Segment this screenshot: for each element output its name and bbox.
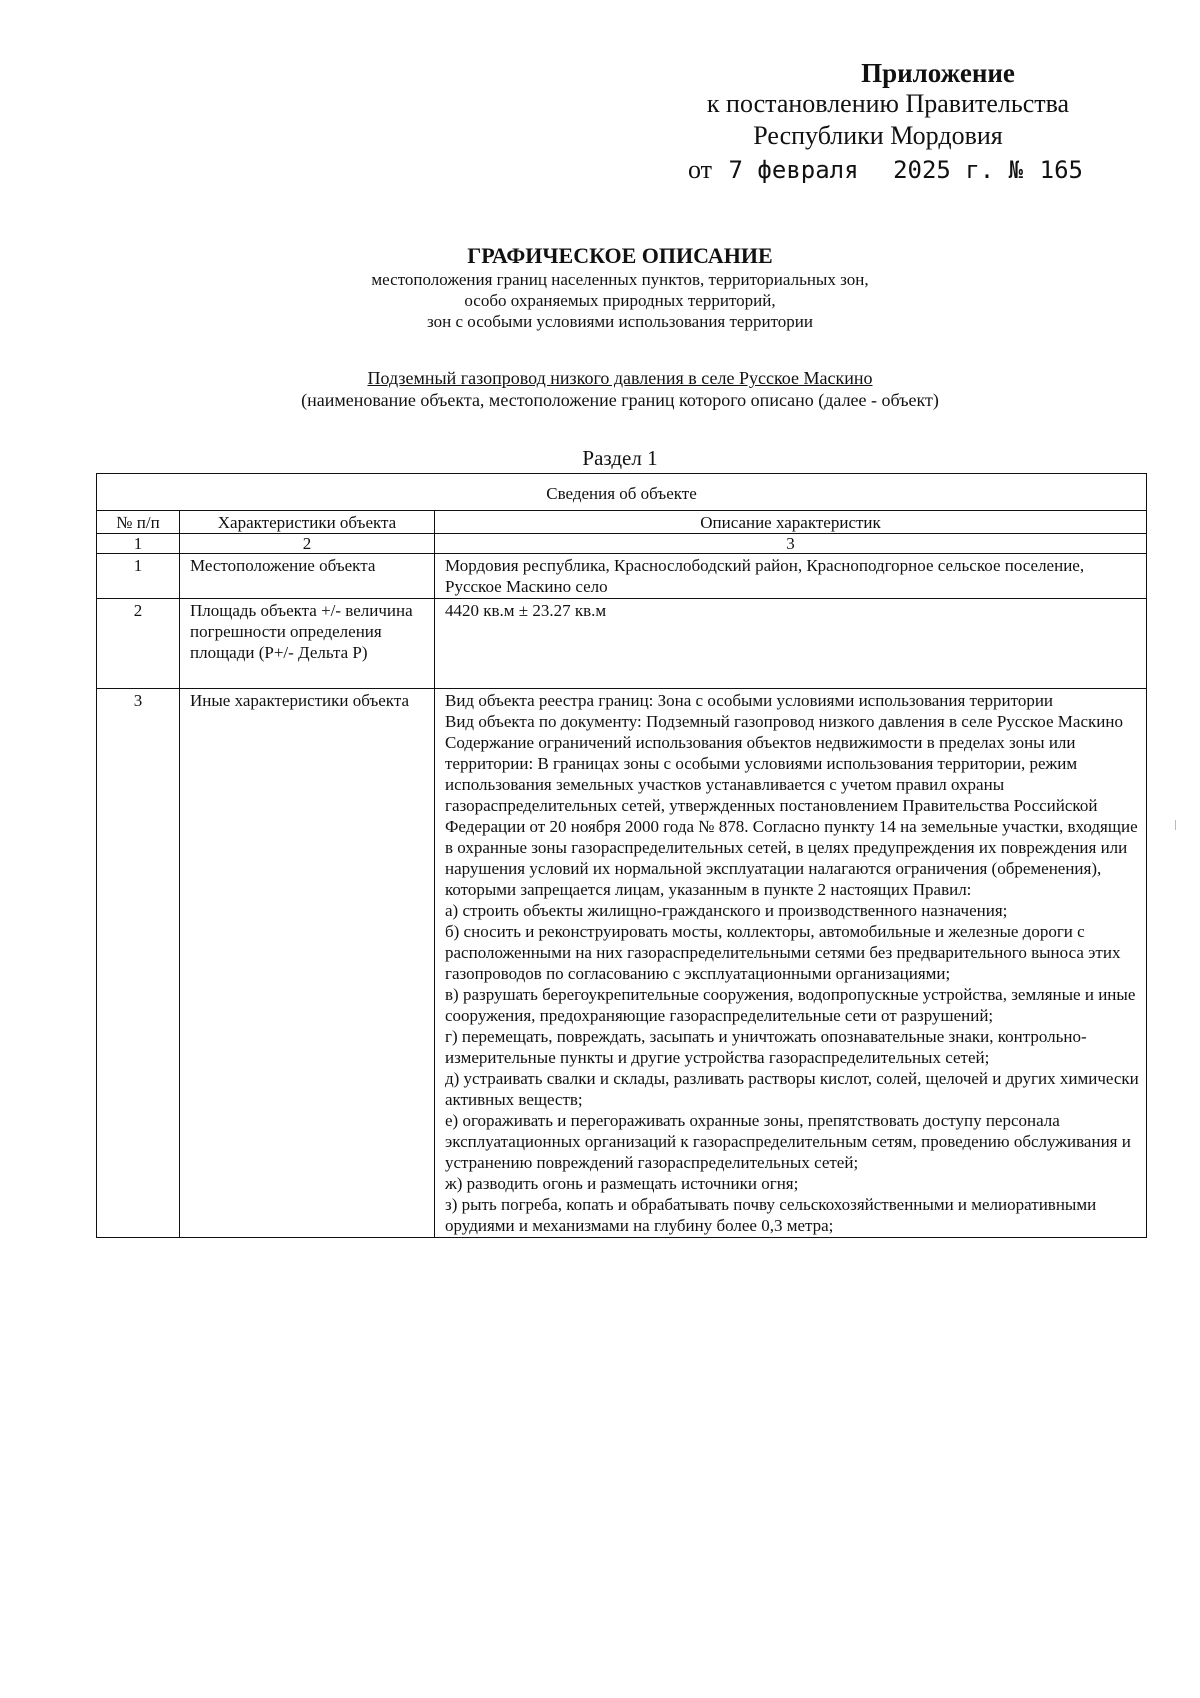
date-day-month: 7 февраля <box>728 156 859 184</box>
restriction-item: а) строить объекты жилищно-гражданского и производственного назначения; <box>445 901 1008 920</box>
column-number: 1 <box>97 534 180 554</box>
column-number-row <box>97 534 1147 554</box>
row-number: 1 <box>97 554 180 599</box>
decree-number: 165 <box>1039 156 1083 184</box>
description-paragraph: Вид объекта по документу: Подземный газопровод низкого давления в селе Русское Маскино <box>445 712 1123 731</box>
object-name-block <box>0 367 1200 411</box>
restriction-item: б) сносить и реконструировать мосты, коллекторы, автомобильные и железные дороги с расположенными на них газораспределительными сетями без предварительного выноса этих газопроводов по согласованию с эксплуатационными организациями; <box>445 922 1121 983</box>
restriction-item: з) рыть погреба, копать и обрабатывать почву сельскохозяйственными и мелиоративными орудиями и механизмами на глубину более 0,3 метра; <box>445 1195 1097 1235</box>
restriction-item: г) перемещать, повреждать, засыпать и уничтожать опознавательные знаки, контрольно-измерительные пункты и другие устройства газораспределительных сетей; <box>445 1027 1087 1067</box>
object-name: Подземный газопровод низкого давления в селе Русское Маскино <box>367 368 873 388</box>
document-heading <box>0 243 1200 332</box>
date-prefix: от <box>688 155 713 184</box>
section-title: Раздел 1 <box>582 446 658 470</box>
object-info-table <box>96 473 1147 1238</box>
scan-artifact <box>1175 820 1176 830</box>
table-row <box>97 554 1147 599</box>
row-characteristic: Местоположение объекта <box>180 554 435 599</box>
header-description: Описание характеристик <box>435 511 1147 534</box>
object-name-caption: (наименование объекта, местоположение границ которого описано (далее - объект) <box>301 390 939 410</box>
document-subtitle-1: местоположения границ населенных пунктов, территориальных зон, <box>371 270 869 289</box>
row-description: Мордовия республика, Краснослободский район, Красноподгорное сельское поселение, Русское Маскино село <box>435 554 1147 599</box>
document-title: ГРАФИЧЕСКОЕ ОПИСАНИЕ <box>467 243 773 268</box>
column-number: 3 <box>435 534 1147 554</box>
restriction-item: ж) разводить огонь и размещать источники огня; <box>445 1174 799 1193</box>
table-caption-row <box>97 474 1147 511</box>
row-number: 3 <box>97 689 180 1238</box>
description-paragraph: Вид объекта реестра границ: Зона с особыми условиями использования территории <box>445 691 1054 710</box>
restriction-item: д) устраивать свалки и склады, разливать растворы кислот, солей, щелочей и других химически активных веществ; <box>445 1069 1139 1109</box>
date-year: 2025 г. № <box>893 156 1024 184</box>
document-subtitle-2: особо охраняемых природных территорий, <box>464 291 776 310</box>
row-description: 4420 кв.м ± 23.27 кв.м <box>435 599 1147 689</box>
appendix-block <box>618 58 1138 186</box>
column-number: 2 <box>180 534 435 554</box>
row-description <box>435 689 1147 1238</box>
row-number: 2 <box>97 599 180 689</box>
appendix-line-1: к постановлению Правительства <box>706 89 1070 118</box>
table-row <box>97 599 1147 689</box>
row-characteristic: Иные характеристики объекта <box>180 689 435 1238</box>
description-paragraph: Содержание ограничений использования объектов недвижимости в пределах зоны или территории: В границах зоны с особыми условиями использования территории, режим использования земельных участков устанавливается с учетом правил охраны газораспределительных сетей, утвержденных постановлением Правительства Российской Федерации от 20 ноября 2000 года № 878. Согласно пункту 14 на земельные участки, входящие в охранные зоны газораспределительных сетей, в целях предупреждения их повреждения или нарушения условий их нормальной эксплуатации налагаются ограничения (обременения), которыми запрещается лицам, указанным в пункте 2 настоящих Правил: <box>445 733 1138 899</box>
appendix-title: Приложение <box>861 58 1015 88</box>
header-characteristic: Характеристики объекта <box>180 511 435 534</box>
restriction-item: в) разрушать берегоукрепительные сооружения, водопропускные устройства, земляные и иные сооружения, предохраняющие газораспределительные сети от разрушений; <box>445 985 1136 1025</box>
appendix-line-2: Республики Мордовия <box>753 121 1003 150</box>
row-characteristic: Площадь объекта +/- величина погрешности определения площади (Р+/- Дельта Р) <box>180 599 435 689</box>
header-num: № п/п <box>97 511 180 534</box>
table-caption: Сведения об объекте <box>97 474 1147 511</box>
table-row <box>97 689 1147 1238</box>
appendix-date-line <box>618 154 1138 186</box>
document-subtitle-3: зон с особыми условиями использования территории <box>427 312 813 331</box>
restriction-item: е) огораживать и перегораживать охранные зоны, препятствовать доступу персонала эксплуатационных организаций к газораспределительным сетям, проведению обслуживания и устранению повреждений газораспределительных сетей; <box>445 1111 1131 1172</box>
table-header-row <box>97 511 1147 534</box>
